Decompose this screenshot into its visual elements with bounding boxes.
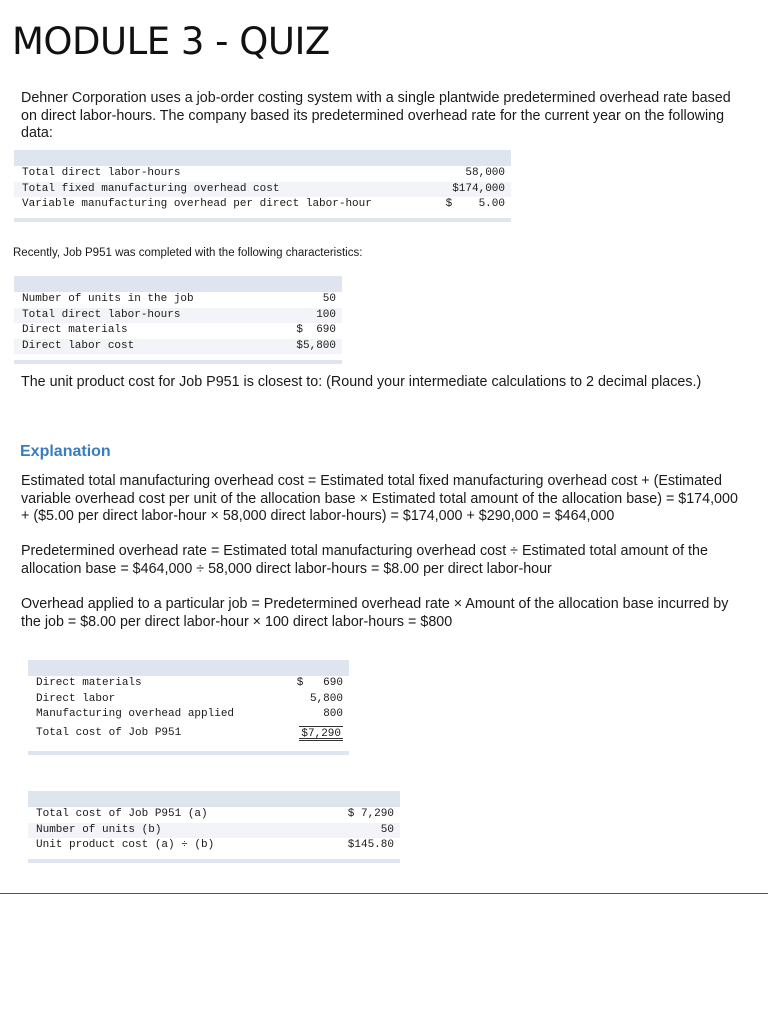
row-label: Direct materials xyxy=(22,324,128,337)
explanation-paragraph-1: Estimated total manufacturing overhead cost = Estimated total fixed manufacturing overhead cost + (Estimated variable overhead cost per unit of the allocation base × Estimated total amount of the allocation base) = $174,000 + ($5.00 per direct labor-hour × 58,000 direct labor-hours) = $174,000 + $290,000 = $464,000 xyxy=(21,473,738,524)
bottom-divider xyxy=(0,893,768,894)
row-value: 58,000 xyxy=(465,167,505,179)
row-value: $174,000 xyxy=(452,182,505,195)
row-value: $145.80 xyxy=(347,839,394,852)
row-label: Variable manufacturing overhead per direct labor-hour xyxy=(22,198,372,211)
explanation-heading: Explanation xyxy=(20,443,111,460)
table-footer-band xyxy=(14,218,511,222)
table-header-band xyxy=(28,791,400,807)
table-row xyxy=(28,838,400,854)
table-row xyxy=(14,339,342,355)
row-label: Direct materials xyxy=(36,677,142,689)
job-characteristics-table xyxy=(14,276,342,364)
job-cost-table xyxy=(28,660,349,755)
row-value: $ 690 xyxy=(296,324,336,337)
row-label: Total cost of Job P951 (a) xyxy=(36,808,208,820)
row-label: Direct labor xyxy=(36,692,116,705)
row-value: 800 xyxy=(323,708,343,721)
table-row xyxy=(28,707,349,723)
row-label: Direct labor cost xyxy=(22,339,135,352)
row-value: $ 5.00 xyxy=(445,198,505,211)
table-footer-band xyxy=(28,859,400,863)
row-value: $ 7,290 xyxy=(347,808,394,820)
table-header-band xyxy=(28,660,349,676)
intro-paragraph: Dehner Corporation uses a job-order costing system with a single plantwide predetermined overhead rate based on direct labor-hours. The company based its predetermined overhead rate for the current year on the following data: xyxy=(21,90,731,141)
table-footer-band xyxy=(14,360,342,364)
table-row xyxy=(14,197,511,213)
row-value: 50 xyxy=(380,823,394,836)
explanation-paragraph-2: Predetermined overhead rate = Estimated total manufacturing overhead cost ÷ Estimated total amount of the allocation base = $464,000 ÷ 58,000 direct labor-hours = $8.00 per direct labor-hour xyxy=(21,543,708,577)
table-footer-band xyxy=(28,751,349,755)
row-label: Manufacturing overhead applied xyxy=(36,708,235,721)
overhead-rate-data-table xyxy=(14,150,511,222)
row-value: 100 xyxy=(316,308,336,321)
row-value: 50 xyxy=(322,293,336,305)
row-label: Number of units (b) xyxy=(36,823,162,836)
row-label: Unit product cost (a) ÷ (b) xyxy=(36,839,215,852)
row-value: $ 690 xyxy=(296,677,343,689)
table-row xyxy=(28,676,349,692)
job-intro-text: Recently, Job P951 was completed with the following characteristics: xyxy=(13,247,363,259)
explanation-paragraph-3: Overhead applied to a particular job = Predetermined overhead rate × Amount of the allocation base incurred by the job = $8.00 per direct labor-hour × 100 direct labor-hours = $800 xyxy=(21,596,729,630)
table-row xyxy=(28,807,400,823)
page-title: MODULE 3 - QUIZ xyxy=(12,20,330,63)
row-value: $7,290 xyxy=(301,727,341,740)
table-header-band xyxy=(14,276,342,292)
row-value: 5,800 xyxy=(309,692,343,705)
table-header-band xyxy=(14,150,511,166)
row-label: Total cost of Job P951 xyxy=(36,726,182,739)
table-row xyxy=(28,823,400,839)
row-label: Number of units in the job xyxy=(22,293,194,305)
table-row xyxy=(14,292,342,308)
table-row xyxy=(14,166,511,182)
row-label: Total direct labor-hours xyxy=(22,167,181,179)
table-row xyxy=(28,692,349,708)
question-text: The unit product cost for Job P951 is closest to: (Round your intermediate calculations to 2 decimal places.) xyxy=(21,374,702,390)
table-row xyxy=(14,323,342,339)
table-row-total xyxy=(28,726,349,742)
row-label: Total fixed manufacturing overhead cost xyxy=(22,182,280,195)
unit-cost-table xyxy=(28,791,400,863)
row-value: $5,800 xyxy=(296,339,336,352)
table-row xyxy=(14,182,511,198)
table-row xyxy=(14,308,342,324)
row-label: Total direct labor-hours xyxy=(22,308,181,321)
